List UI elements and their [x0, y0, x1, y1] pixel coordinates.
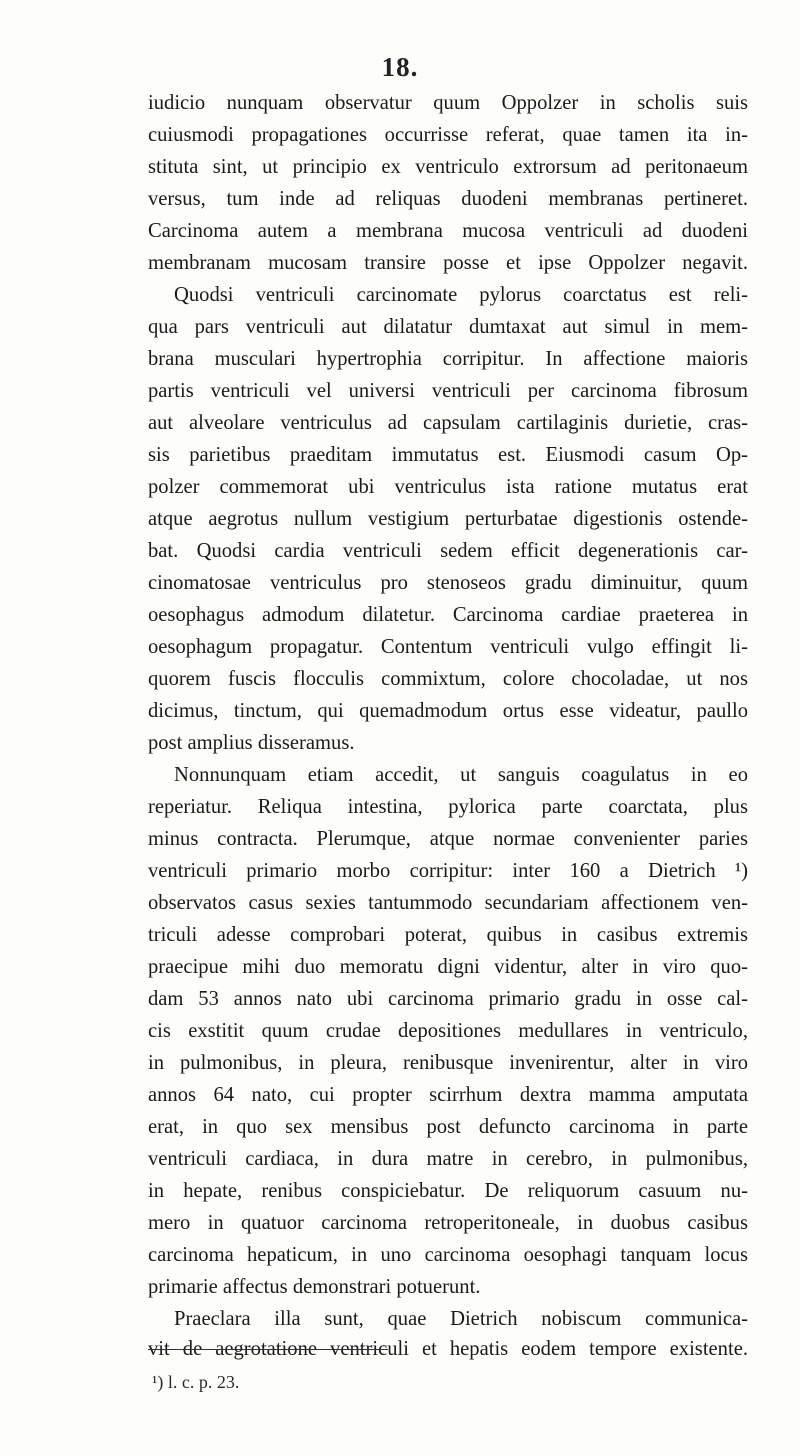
footnote: ¹) l. c. p. 23.: [152, 1372, 240, 1392]
text-line: post amplius disseramus.: [148, 732, 355, 754]
text-line: erat, in quo sex mensibus post defuncto carcinoma in parte: [148, 1116, 748, 1138]
text-line: polzer commemorat ubi ventriculus ista ratione mutatus erat: [148, 476, 748, 498]
text-line: oesophagum propagatur. Contentum ventriculi vulgo effingit li-: [148, 636, 748, 658]
text-line: quorem fuscis flocculis commixtum, colore chocoladae, ut nos: [148, 668, 748, 690]
text-line: iudicio nunquam observatur quum Oppolzer in scholis suis: [148, 92, 748, 114]
text-line: Quodsi ventriculi carcinomate pylorus coarctatus est reli-: [174, 284, 748, 306]
text-line: Carcinoma autem a membrana mucosa ventriculi ad duodeni: [148, 220, 748, 242]
text-line: observatos casus sexies tantummodo secundariam affectionem ven-: [148, 892, 748, 914]
text-line: aut alveolare ventriculus ad capsulam cartilaginis durietie, cras-: [148, 412, 748, 434]
text-line: partis ventriculi vel universi ventriculi per carcinoma fibrosum: [148, 380, 748, 402]
text-line: qua pars ventriculi aut dilatatur dumtaxat aut simul in mem-: [148, 316, 748, 338]
text-line: membranam mucosam transire posse et ipse Oppolzer negavit.: [148, 252, 748, 274]
text-line: ventriculi cardiaca, in dura matre in cerebro, in pulmonibus,: [148, 1148, 748, 1170]
page-number: 18.: [381, 52, 419, 82]
text-line: primarie affectus demonstrari potuerunt.: [148, 1276, 481, 1298]
text-line: vit de aegrotatione ventriculi et hepatis eodem tempore existente.: [148, 1338, 748, 1360]
text-line: in pulmonibus, in pleura, renibusque invenirentur, alter in viro: [148, 1052, 748, 1074]
text-line: atque aegrotus nullum vestigium perturbatae digestionis ostende-: [148, 508, 748, 530]
text-line: stituta sint, ut principio ex ventriculo extrorsum ad peritonaeum: [148, 156, 748, 178]
text-line: minus contracta. Plerumque, atque normae convenienter paries: [148, 828, 748, 850]
text-line: reperiatur. Reliqua intestina, pylorica parte coarctata, plus: [148, 796, 748, 818]
text-line: praecipue mihi duo memoratu digni videntur, alter in viro quo-: [148, 956, 748, 978]
text-line: oesophagus admodum dilatetur. Carcinoma cardiae praeterea in: [148, 604, 748, 626]
text-line: dam 53 annos nato ubi carcinoma primario gradu in osse cal-: [148, 988, 748, 1010]
text-line: versus, tum inde ad reliquas duodeni membranas pertineret.: [148, 188, 748, 210]
text-line: triculi adesse comprobari poterat, quibus in casibus extremis: [148, 924, 748, 946]
text-line: annos 64 nato, cui propter scirrhum dextra mamma amputata: [148, 1084, 748, 1106]
text-line: cuiusmodi propagationes occurrisse referat, quae tamen ita in-: [148, 124, 748, 146]
text-line: ventriculi primario morbo corripitur: inter 160 a Dietrich ¹): [148, 860, 748, 882]
text-line: cinomatosae ventriculus pro stenoseos gradu diminuitur, quum: [148, 572, 748, 594]
text-line: in hepate, renibus conspiciebatur. De reliquorum casuum nu-: [148, 1180, 748, 1202]
text-line: bat. Quodsi cardia ventriculi sedem efficit degenerationis car-: [148, 540, 748, 562]
text-line: brana musculari hypertrophia corripitur. In affectione maioris: [148, 348, 748, 370]
text-line: mero in quatuor carcinoma retroperitoneale, in duobus casibus: [148, 1212, 748, 1234]
text-line: Praeclara illa sunt, quae Dietrich nobiscum communica-: [174, 1308, 748, 1330]
text-line: sis parietibus praeditam immutatus est. Eiusmodi casum Op-: [148, 444, 748, 466]
text-line: Nonnunquam etiam accedit, ut sanguis coagulatus in eo: [174, 764, 748, 786]
text-line: carcinoma hepaticum, in uno carcinoma oesophagi tanquam locus: [148, 1244, 748, 1266]
text-line: cis exstitit quum crudae depositiones medullares in ventriculo,: [148, 1020, 748, 1042]
footnote-rule: [148, 1349, 388, 1350]
text-line: dicimus, tinctum, qui quemadmodum ortus esse videatur, paullo: [148, 700, 748, 722]
